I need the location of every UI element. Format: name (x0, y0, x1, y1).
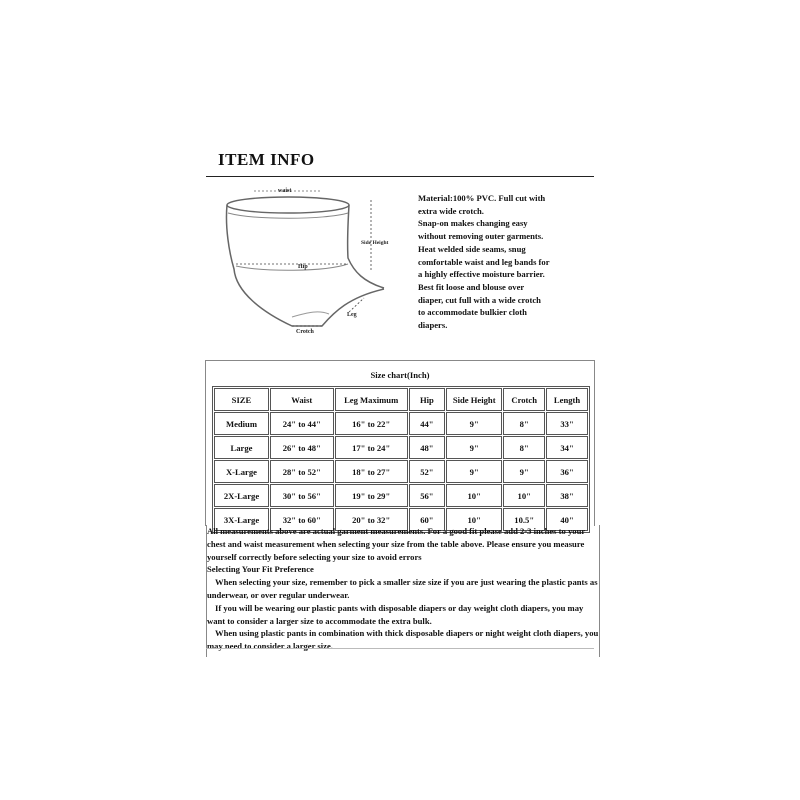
garment-diagram (214, 182, 404, 340)
bottom-divider (206, 648, 594, 649)
fit-notes (206, 525, 600, 657)
table-row (214, 484, 588, 507)
column-header: Crotch (503, 388, 545, 411)
description-line: Heat welded side seams, snug (418, 243, 526, 254)
column-header: Hip (409, 388, 445, 411)
description-line: Snap-on makes changing easy (418, 218, 528, 229)
table-cell: 17" to 24" (335, 436, 408, 459)
table-cell: 2X-Large (214, 484, 269, 507)
table-row (214, 412, 588, 435)
plastic-pants-diagram (214, 182, 404, 340)
table-cell: 8" (503, 412, 545, 435)
description-line: Material:100% PVC. Full cut with (418, 193, 546, 203)
table-cell: 28" to 52" (270, 460, 334, 483)
column-header: Length (546, 388, 588, 411)
table-cell: 36" (546, 460, 588, 483)
product-description (418, 192, 603, 332)
measurement-note: All measurements above are actual garment measurements. For a good fit please add 2-3 inches to your chest and waist measurement when selecting your size from the table above. Please ensure you measure yourself correctly before selecting your size to avoid errors (207, 526, 586, 562)
table-cell: 26" to 48" (270, 436, 334, 459)
description-line: to accommodate bulkier cloth (418, 307, 527, 318)
description-line: Best fit loose and blouse over (418, 281, 525, 292)
column-header: SIZE (214, 388, 269, 411)
table-cell: 20" to 32" (335, 508, 408, 531)
table-cell: Large (214, 436, 269, 459)
side-height-label: Side Height (361, 240, 389, 246)
size-chart-table (212, 386, 590, 533)
table-row (214, 436, 588, 459)
table-cell: 30" to 56" (270, 484, 334, 507)
description-line: comfortable waist and leg bands for (418, 256, 550, 267)
description-line: diaper, cut full with a wide crotch (418, 294, 541, 305)
table-cell: 9" (446, 412, 502, 435)
description-line: extra wide crotch. (418, 205, 484, 216)
table-cell: 9" (446, 436, 502, 459)
table-cell: 34" (546, 436, 588, 459)
fit-tip: When using plastic pants in combination with thick disposable diapers or night weight cloth diapers, you may need to consider a larger size. (207, 628, 599, 652)
fit-tip: If you will be wearing our plastic pants with disposable diapers or day weight cloth diapers, you may want to consider a larger size to accommodate the extra bulk. (207, 602, 584, 626)
table-cell: 33" (546, 412, 588, 435)
table-cell: 52" (409, 460, 445, 483)
table-header-row (214, 388, 588, 411)
waist-label: waist (278, 188, 292, 194)
table-cell: 9" (446, 460, 502, 483)
table-cell: Medium (214, 412, 269, 435)
table-row (214, 460, 588, 483)
description-line: without removing outer garments. (418, 231, 544, 242)
table-cell: 56" (409, 484, 445, 507)
table-cell: 24" to 44" (270, 412, 334, 435)
title-divider (206, 176, 594, 177)
table-cell: 38" (546, 484, 588, 507)
table-cell: 10" (503, 484, 545, 507)
table-cell: 3X-Large (214, 508, 269, 531)
table-cell: 10" (446, 484, 502, 507)
hip-label: Hip (298, 264, 308, 270)
description-line: diapers. (418, 320, 448, 331)
table-cell: 19" to 29" (335, 484, 408, 507)
crotch-label: Crotch (296, 329, 314, 335)
leg-label: Leg (347, 312, 357, 318)
description-line: a highly effective moisture barrier. (418, 269, 545, 280)
table-cell: 40" (546, 508, 588, 531)
table-cell: 8" (503, 436, 545, 459)
size-chart-title: Size chart(Inch) (370, 370, 430, 380)
table-cell: 16" to 22" (335, 412, 408, 435)
table-cell: 10" (446, 508, 502, 531)
table-cell: 10.5" (503, 508, 545, 531)
column-header: Leg Maximum (335, 388, 408, 411)
table-cell: 9" (503, 460, 545, 483)
column-header: Waist (270, 388, 334, 411)
table-cell: 44" (409, 412, 445, 435)
size-chart-section (205, 360, 595, 526)
table-cell: 32" to 60" (270, 508, 334, 531)
fit-tip: When selecting your size, remember to pick a smaller size size if you are just wearing the plastic pants as underwear, or over regular underwear. (207, 577, 598, 600)
page-title: ITEM INFO (218, 150, 315, 169)
table-cell: X-Large (214, 460, 269, 483)
table-cell: 60" (409, 508, 445, 531)
table-cell: 48" (409, 436, 445, 459)
table-cell: 18" to 27" (335, 460, 408, 483)
column-header: Side Height (446, 388, 502, 411)
fit-preference-heading: Selecting Your Fit Preference (207, 564, 314, 575)
